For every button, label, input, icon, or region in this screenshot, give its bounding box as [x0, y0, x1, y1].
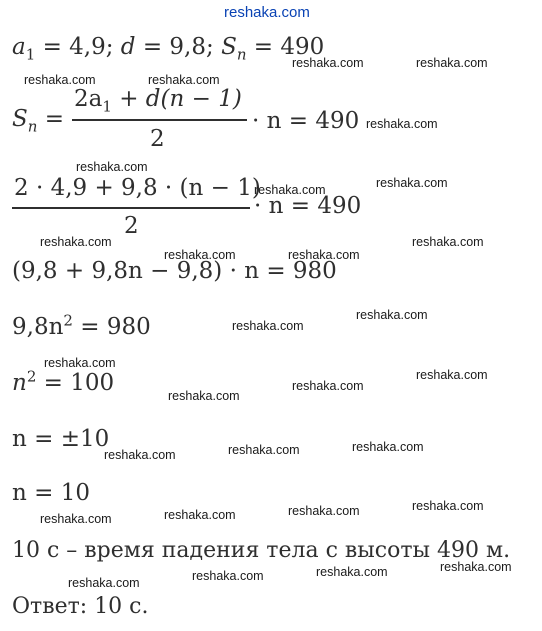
- sq-coef: 9,8n: [12, 314, 64, 340]
- watermark: reshaka.com: [292, 56, 364, 70]
- var-s: S: [221, 34, 237, 60]
- s-value: = 490: [246, 34, 325, 60]
- watermark: reshaka.com: [40, 512, 112, 526]
- watermark: reshaka.com: [232, 319, 304, 333]
- watermark: reshaka.com: [416, 368, 488, 382]
- num-sub: 1: [102, 97, 112, 116]
- watermark: reshaka.com: [440, 560, 512, 574]
- subst-numerator: 2 · 4,9 + 9,8 · (n − 1): [14, 175, 261, 201]
- site-watermark-top: reshaka.com: [224, 4, 310, 21]
- watermark: reshaka.com: [416, 56, 488, 70]
- substitution-fraction: [12, 175, 261, 239]
- d-value: = 9,8;: [135, 34, 222, 60]
- var-a: a: [12, 34, 26, 60]
- watermark: reshaka.com: [288, 248, 360, 262]
- subst-denominator: 2: [124, 213, 139, 239]
- watermark: reshaka.com: [254, 183, 326, 197]
- watermark: reshaka.com: [412, 499, 484, 513]
- var-d: d: [120, 34, 136, 60]
- subst-fraction-bar: [12, 207, 250, 209]
- conclusion-text: 10 с – время падения тела с высоты 490 м.: [12, 538, 511, 563]
- watermark: reshaka.com: [164, 248, 236, 262]
- watermark: reshaka.com: [366, 117, 438, 131]
- watermark: reshaka.com: [192, 569, 264, 583]
- watermark: reshaka.com: [148, 73, 220, 87]
- squared-equation: [12, 311, 151, 340]
- watermark: reshaka.com: [40, 235, 112, 249]
- sq-power: 2: [63, 311, 73, 330]
- a-value: = 4,9;: [35, 34, 121, 60]
- expanded-equation: (9,8 + 9,8n − 9,8) · n = 980: [12, 258, 337, 284]
- num-rest: + d(n − 1): [111, 86, 242, 112]
- sum-formula-lhs: [12, 106, 65, 136]
- sum-formula-tail: · n = 490: [252, 108, 360, 134]
- sum-formula-fraction: [72, 86, 247, 150]
- watermark: reshaka.com: [24, 73, 96, 87]
- num-2a: 2a: [74, 86, 103, 112]
- answer-text: Ответ: 10 с.: [12, 594, 149, 619]
- plus-minus-solution: n = ±10: [12, 426, 110, 452]
- watermark: reshaka.com: [228, 443, 300, 457]
- fraction-denominator: 2: [150, 126, 165, 152]
- substitution-tail: · n = 490: [254, 193, 362, 219]
- nsq-base: n: [12, 370, 27, 396]
- formula-s: S: [12, 106, 28, 132]
- fraction-bar: [72, 119, 247, 121]
- watermark: reshaka.com: [316, 565, 388, 579]
- sq-rhs: = 980: [72, 314, 151, 340]
- formula-s-sub: n: [27, 117, 38, 136]
- watermark: reshaka.com: [292, 379, 364, 393]
- watermark: reshaka.com: [76, 160, 148, 174]
- given-values-line: [12, 34, 325, 64]
- watermark: reshaka.com: [376, 176, 448, 190]
- final-solution: n = 10: [12, 480, 90, 506]
- watermark: reshaka.com: [104, 448, 176, 462]
- watermark: reshaka.com: [412, 235, 484, 249]
- formula-eq: =: [37, 106, 65, 132]
- watermark: reshaka.com: [44, 356, 116, 370]
- nsq-power: 2: [26, 367, 37, 386]
- n-squared-equation: [12, 367, 115, 396]
- watermark: reshaka.com: [288, 504, 360, 518]
- watermark: reshaka.com: [68, 576, 140, 590]
- nsq-rhs: = 100: [36, 370, 115, 396]
- sub-n: n: [236, 45, 247, 64]
- watermark: reshaka.com: [168, 389, 240, 403]
- watermark: reshaka.com: [164, 508, 236, 522]
- watermark: reshaka.com: [352, 440, 424, 454]
- fraction-numerator: [74, 86, 242, 116]
- sub-1: 1: [25, 45, 36, 64]
- watermark: reshaka.com: [356, 308, 428, 322]
